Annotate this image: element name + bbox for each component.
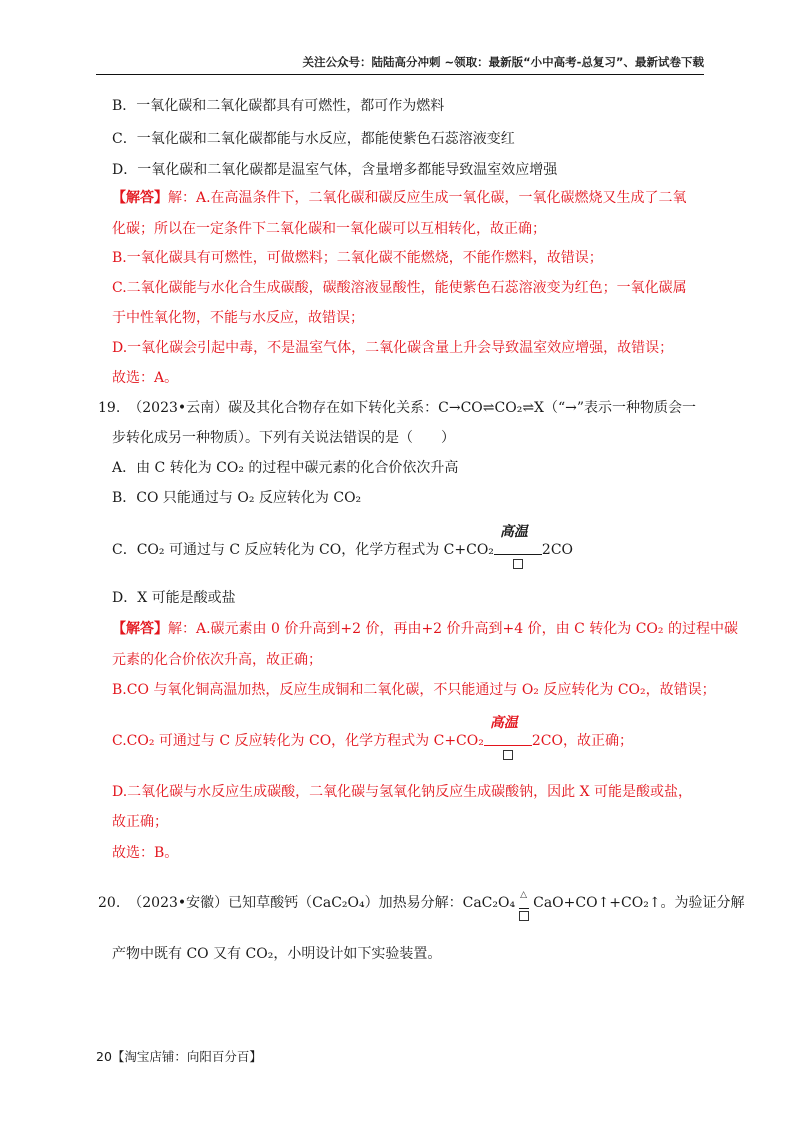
q19-answer-line-3: B.CO 与氧化铜高温加热，反应生成铜和二氧化碳，不只能通过与 O₂ 反应转化为 CO₂，故错误； bbox=[112, 682, 716, 698]
placeholder-box-icon bbox=[513, 559, 523, 569]
q18-answer-tag: 【解答】 bbox=[112, 190, 168, 206]
q18-answer-line-4: C.二氧化碳能与水化合生成碳酸，碳酸溶液显酸性，能使紫色石蕊溶液变为红色；一氧化碳属 bbox=[112, 280, 687, 296]
q19-answer-text-1: 解：A.碳元素由 0 价升高到+2 价，再由+2 价升高到+4 价，由 C 转化为 CO₂ 的过程中碳 bbox=[168, 621, 738, 637]
q19-number: 19. bbox=[98, 400, 121, 416]
q20-number: 20. bbox=[98, 895, 121, 911]
q18-answer-line-5: 于中性氧化物，不能与水反应，故错误； bbox=[112, 310, 364, 326]
q19-option-c-lhs: C．CO₂ 可通过与 C 反应转化为 CO，化学方程式为 C+CO₂ bbox=[112, 542, 494, 558]
q18-answer-line-3: B.一氧化碳具有可燃性，可做燃料；二氧化碳不能燃烧，不能作燃料，故错误； bbox=[112, 250, 603, 266]
placeholder-box-icon-3 bbox=[519, 911, 529, 921]
q19-option-d: D．X 可能是酸或盐 bbox=[112, 590, 236, 606]
q19-option-b: B．CO 只能通过与 O₂ 反应转化为 CO₂ bbox=[112, 490, 362, 506]
equals-bar-2 bbox=[484, 745, 532, 746]
q18-option-c: C．一氧化碳和二氧化碳都能与水反应，都能使紫色石蕊溶液变红 bbox=[112, 131, 515, 147]
heat-condition-sign bbox=[515, 890, 533, 913]
q19-answer-4-rhs: 2CO，故正确； bbox=[531, 733, 633, 749]
q18-option-d: D．一氧化碳和二氧化碳都是温室气体，含量增多都能导致温室效应增强 bbox=[112, 162, 558, 178]
q18-answer-line-6: D.一氧化碳会引起中毒，不是温室气体，二氧化碳含量上升会导致温室效应增强，故错误； bbox=[112, 340, 674, 356]
q19-answer-line-4 bbox=[112, 715, 633, 751]
high-temp-condition-sign-2 bbox=[484, 715, 532, 751]
q19-answer-line-6: 故正确； bbox=[112, 814, 168, 830]
page-header: 关注公众号：陆陆高分冲刺 ~领取：最新版“小中高考-总复习”、最新试卷下载 bbox=[302, 55, 704, 69]
high-temp-condition-sign bbox=[494, 524, 542, 560]
triangle-heat-icon: △ bbox=[520, 890, 528, 900]
q18-answer-line-7: 故选：A。 bbox=[112, 370, 179, 386]
q19-stem-line-2: 步转化成另一种物质）。下列有关说法错误的是（ ） bbox=[112, 430, 455, 446]
high-temp-label: 高温 bbox=[499, 524, 528, 540]
high-temp-label-2: 高温 bbox=[489, 715, 518, 731]
q19-answer-line-5: D.二氧化碳与水反应生成碳酸，二氧化碳与氢氧化钠反应生成碳酸钠，因此 X 可能是酸或盐， bbox=[112, 784, 693, 800]
q19-stem-line-1 bbox=[98, 398, 696, 418]
q18-answer-line-2: 化碳；所以在一定条件下二氧化碳和一氧化碳可以互相转化，故正确； bbox=[112, 221, 546, 237]
equals-bar bbox=[494, 554, 542, 555]
q19-answer-4-lhs: C.CO₂ 可通过与 C 反应转化为 CO，化学方程式为 C+CO₂ bbox=[112, 733, 484, 749]
q19-option-c bbox=[112, 524, 574, 560]
q20-stem-rhs: CaO+CO↑+CO₂↑。为验证分解 bbox=[533, 895, 745, 911]
equals-bar-3 bbox=[519, 908, 529, 909]
q18-answer-text-1: 解：A.在高温条件下，二氧化碳和碳反应生成一氧化碳，一氧化碳燃烧又生成了二氧 bbox=[168, 190, 687, 206]
header-rule bbox=[96, 74, 704, 75]
q19-answer-line-2: 元素的化合价依次升高，故正确； bbox=[112, 652, 322, 668]
q19-option-a: A．由 C 转化为 CO₂ 的过程中碳元素的化合价依次升高 bbox=[112, 460, 459, 476]
q18-answer-line-1 bbox=[112, 188, 687, 208]
q19-answer-tag: 【解答】 bbox=[112, 621, 168, 637]
q20-stem-lhs: （2023•安徽）已知草酸钙（CaC₂O₄）加热易分解：CaC₂O₄ bbox=[128, 895, 516, 911]
q19-answer-line-7: 故选：B。 bbox=[112, 845, 179, 861]
placeholder-box-icon-2 bbox=[503, 750, 513, 760]
page-footer: 20【淘宝店铺：向阳百分百】 bbox=[96, 1049, 262, 1064]
q19-answer-line-1 bbox=[112, 619, 738, 639]
q19-stem-text-1: （2023•云南）碳及其化合物存在如下转化关系：C→CO⇌CO₂⇌X（“→”表示一种物质会一 bbox=[128, 400, 697, 416]
q19-option-c-rhs: 2CO bbox=[541, 542, 574, 558]
q20-stem-line-2: 产物中既有 CO 又有 CO₂，小明设计如下实验装置。 bbox=[112, 946, 442, 962]
q18-option-b: B．一氧化碳和二氧化碳都具有可燃性，都可作为燃料 bbox=[112, 98, 445, 114]
q20-stem-line-1 bbox=[98, 890, 745, 913]
